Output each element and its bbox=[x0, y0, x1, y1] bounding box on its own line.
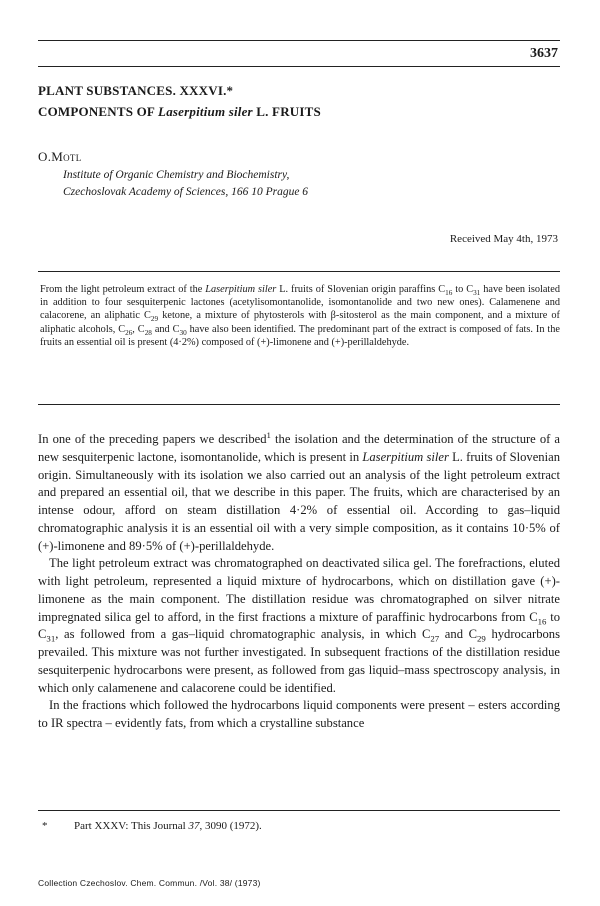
top-rule bbox=[38, 40, 560, 41]
title-prefix: COMPONENTS OF bbox=[38, 104, 159, 119]
page-number: 3637 bbox=[530, 46, 558, 61]
body-run: , as followed from a gas–liquid chromatographic analysis, in which C bbox=[55, 627, 431, 642]
body-species: Laserpitium siler bbox=[362, 449, 449, 464]
reference-marker: 1 bbox=[266, 429, 271, 440]
received-date: Received May 4th, 1973 bbox=[449, 233, 558, 245]
abstract-text: L. fruits of Slovenian origin paraffins C bbox=[276, 284, 446, 295]
body-run: the isolation and the determination of the structure of a new sesquiterpenic lactone, isomontanolide, which is present in bbox=[38, 432, 561, 464]
subscript: 26 bbox=[125, 328, 133, 337]
body-run: The light petroleum extract was chromatographed on deactivated silica gel. The forefractions, eluted with light petroleum, represented a liquid mixture of hydrocarbons, which on distillation gave (+)-limonene as the main component. The distillation residue was chromatographed on silver nitrate impregnated silica gel to afford, in the first fractions a mixture of paraffinic hydrocarbons from C bbox=[38, 556, 560, 624]
paper-title-line-2 bbox=[38, 104, 321, 120]
body-run: hydrocarbons prevailed. This mixture was not further investigated. In subsequent fractions of the distillation residue sesquiterpenic hydrocarbons were present, as followed from gas liquid–mass spectroscopy analysis, in which only calamenene and calacorene could be identified. bbox=[38, 627, 560, 695]
abstract-text: to C bbox=[452, 284, 474, 295]
subscript: 16 bbox=[445, 289, 453, 298]
affiliation-line-2: Czechoslovak Academy of Sciences, 166 10 Prague 6 bbox=[63, 186, 309, 198]
abstract-text: and C bbox=[151, 323, 180, 335]
journal-footer: Collection Czechoslov. Chem. Commun. /Vol. 38/ (1973) bbox=[38, 878, 261, 888]
body-run: and C bbox=[439, 627, 478, 642]
title-species: Laserpitium siler bbox=[158, 104, 253, 119]
body-text bbox=[38, 431, 560, 733]
subscript: 28 bbox=[144, 328, 152, 337]
abstract-top-rule bbox=[38, 271, 560, 272]
subscript: 29 bbox=[150, 315, 159, 324]
footnote-text: Part XXXV: This Journal bbox=[74, 820, 189, 832]
footnote-marker: * bbox=[42, 820, 48, 832]
subscript: 31 bbox=[46, 633, 56, 644]
abstract-text: From the light petroleum extract of the bbox=[40, 284, 206, 295]
abstract-text: , C bbox=[132, 323, 145, 335]
title-suffix: L. FRUITS bbox=[252, 104, 321, 119]
subscript: 31 bbox=[473, 289, 481, 298]
footnote bbox=[42, 820, 262, 832]
paragraph-1 bbox=[38, 431, 560, 555]
header-rule bbox=[38, 66, 560, 67]
footnote-volume: 37 bbox=[188, 820, 200, 832]
paragraph-3: In the fractions which followed the hydrocarbons liquid components were present – esters according to IR spectra – evidently fats, from which a crystalline substance bbox=[38, 698, 560, 730]
subscript: 29 bbox=[477, 633, 486, 644]
body-run: to C bbox=[38, 609, 560, 642]
abstract-text: have been isolated in addition to four sesquiterpenic lactones (acetylisomontanolide, isomontanolide and two new ones). Calamenene and calacorene, an aliphatic C bbox=[40, 284, 561, 322]
subscript: 30 bbox=[179, 328, 187, 337]
affiliation-line-1: Institute of Organic Chemistry and Biochemistry, bbox=[63, 169, 290, 181]
abstract bbox=[40, 283, 560, 349]
body-run: L. fruits of Slovenian origin. Simultaneously with its isolation we also carried out an analysis of the light petroleum extract and prepared an essential oil, that we describe in this paper. The fruits, which are characterised by an intense odour, afford on steam distillation 4·2% of essential oil. According to gas–liquid chromatographic analysis it is an essential oil with a very simple composition, as it contains 10·5% of (+)-limonene and 89·5% of (+)-perillaldehyde. bbox=[38, 449, 560, 553]
abstract-text: ketone, a mixture of phytosterols with β-sitosterol as the main component, and a mixture of aliphatic alcohols, C bbox=[40, 310, 560, 335]
abstract-species: Laserpitium siler bbox=[205, 284, 277, 295]
author: O.Motl bbox=[38, 149, 82, 164]
footnote-text: , 3090 (1972). bbox=[199, 820, 262, 832]
subscript: 27 bbox=[430, 633, 440, 644]
subscript: 16 bbox=[537, 616, 547, 627]
abstract-bottom-rule bbox=[38, 404, 560, 405]
body-run: In one of the preceding papers we described bbox=[38, 432, 267, 446]
footnote-rule bbox=[38, 810, 560, 811]
abstract-text: have also been identified. The predominant part of the extract is composed of fats. In the fruits an essential oil is present (4·2%) composed of (+)-limonene and (+)-perillaldehyde. bbox=[40, 323, 561, 348]
paragraph-2 bbox=[38, 555, 560, 697]
paper-title-line-1: PLANT SUBSTANCES. XXXVI.* bbox=[38, 83, 234, 98]
